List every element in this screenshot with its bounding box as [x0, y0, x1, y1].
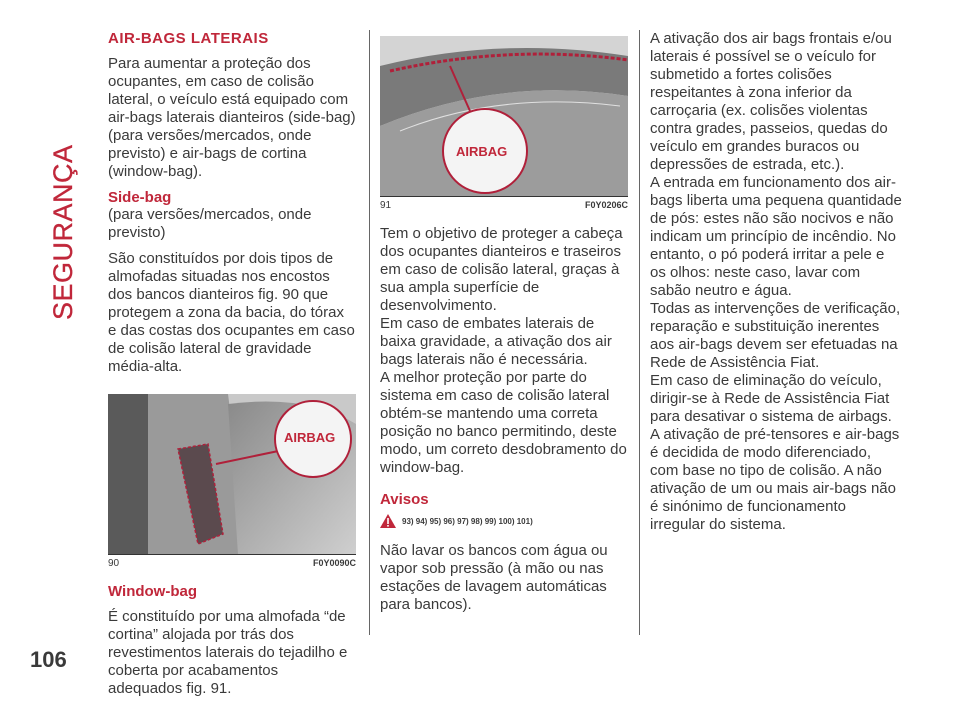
paragraph: Não lavar os bancos com água ou vapor sob pressão (à mão ou nas estações de lavagem automáticas para bancos). [380, 542, 608, 613]
sidebag-heading: Side-bag [108, 189, 172, 206]
seat-airbag-image [108, 394, 356, 554]
column-2 [380, 36, 628, 622]
sidebag-paragraph: São constituídos por dois tipos de almofadas situadas nos encostos dos bancos dianteiros fig. 90 que protegem a zona da bacia, do tórax e das costas dos ocupantes em caso de colisão lateral de gravidade média-alta. [108, 250, 355, 375]
paragraph: A ativação dos air bags frontais e/ou laterais é possível se o veículo for submetido a fortes colisões respeitantes à zona inferior da carroçaria (ex. colisões violentas contra grades, passeios, quedas do veículo em grandes buracos ou depressões de estrada, etc.). [650, 30, 892, 173]
paragraph: A melhor proteção por parte do sistema em caso de colisão lateral obtém-se mantendo uma correta posição no banco permitindo, deste modo, um correto desdobramento do window-bag. [380, 369, 627, 476]
section-title: SEGURANÇA [48, 144, 78, 320]
warnings-heading: Avisos [380, 491, 429, 508]
window-airbag-image [380, 36, 628, 196]
windowbag-paragraph: É constituído por uma almofada “de cortina” alojada por trás dos revestimentos laterais do tejadilho e coberta por acabamentos adequados fig. 91. [108, 608, 348, 697]
figure-90 [108, 394, 356, 569]
airbag-label: AIRBAG [284, 430, 336, 445]
column-divider [369, 30, 370, 635]
page-number: 106 [30, 647, 67, 672]
windowbag-heading: Window-bag [108, 583, 198, 600]
paragraph: A entrada em funcionamento dos air-bags liberta uma pequena quantidade de pós: estes não são nocivos e não indicam um princípio de incêndio. No entanto, o pó poderá irritar a pele e os olhos: neste caso, lavar com sabão neutro e água. [650, 174, 902, 299]
figure-number: 90 [108, 558, 120, 569]
figure-caption [380, 196, 628, 211]
paragraph: Todas as intervenções de verificação, reparação e substituição inerentes aos air-bags devem ser efetuadas na Rede de Assistência Fiat. [650, 300, 901, 371]
column-divider [639, 30, 640, 635]
paragraph: Em caso de embates laterais de baixa gravidade, a ativação dos air bags laterais não é necessária. [380, 315, 612, 368]
figure-code: F0Y0090C [312, 558, 356, 568]
figure-91 [380, 36, 628, 211]
paragraph: Em caso de eliminação do veículo, dirigir-se à Rede de Assistência Fiat para desativar o sistema de airbags. [650, 372, 892, 425]
warnings-reference [380, 514, 628, 528]
paragraph: A ativação de pré-tensores e air-bags é decidida de modo diferenciado, com base no tipo de colisão. A não ativação de um ou mais air-bags não é sinónimo de funcionamento irregular do sistema. [650, 426, 900, 533]
figure-code: F0Y0206C [584, 200, 628, 210]
column-3 [650, 30, 902, 534]
airbag-label: AIRBAG [456, 144, 508, 159]
sidebag-note: (para versões/mercados, onde previsto) [108, 206, 312, 241]
section-heading: AIR-BAGS LATERAIS [108, 30, 269, 47]
warning-icon [380, 514, 396, 528]
figure-caption [108, 554, 356, 569]
paragraph: Tem o objetivo de proteger a cabeça dos ocupantes dianteiros e traseiros em caso de colisão lateral, graças à sua ampla superfície de desenvolvimento. [380, 225, 623, 314]
column-1 [108, 30, 356, 706]
intro-paragraph: Para aumentar a proteção dos ocupantes, em caso de colisão lateral, o veículo está equipado com air-bags laterais dianteiros (side-bag) (para versões/mercados, onde previsto) e air-bags de cortina (window-bag). [108, 55, 356, 180]
warning-references: 93) 94) 95) 96) 97) 98) 99) 100) 101) [402, 516, 533, 526]
figure-number: 91 [380, 200, 392, 211]
